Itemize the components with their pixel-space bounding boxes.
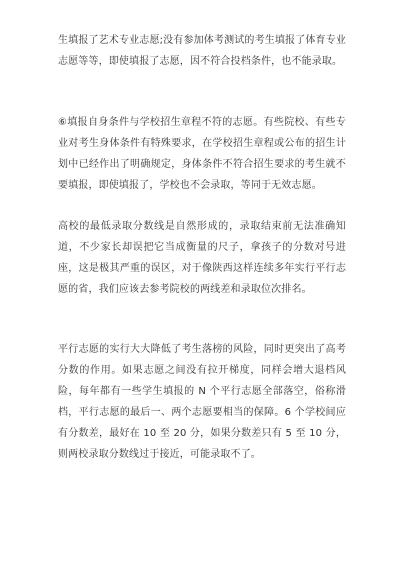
paragraph-parallel-volunteer: 平行志愿的实行大大降低了考生落榜的风险，同时更突出了高考分数的作用。如果志愿之间没有拉开梯度，同样会增大退档风险，每年都有一些学生填报的 N 个平行志愿全部落空，俗称滑档，平行志愿的最后一、两个志愿要相当的保障。6 个学校间应有分数差，最好在 10 至 20 分，如果分数差只有 5 至 10 分，则两校录取分数线过于接近，可能录取不了。 — [58, 344, 346, 460]
paragraph-art-sports-volunteer: 生填报了艺术专业志愿;没有参加体考测试的考生填报了体育专业志愿等等，即使填报了志愿，因不符合投档条件，也不能录取。 — [58, 35, 346, 67]
paragraph-minimum-score-line: 高校的最低录取分数线是自然形成的，录取结束前无法准确知道，不少家长却误把它当成衡量的尺子，拿孩子的分数对号进座，这是极其严重的误区，对于像陕西这样连续多年实行平行志愿的省，我们应该去参考院校的两线差和录取位次排名。 — [58, 221, 346, 295]
paragraph-physical-conditions: ⑥填报自身条件与学校招生章程不符的志愿。有些院校、有些专业对考生身体条件有特殊要求，在学校招生章程或公布的招生计划中已经作出了明确规定，身体条件不符合招生要求的考生就不要填报，即使填报了，学校也不会录取，等同于无效志愿。 — [58, 117, 346, 191]
